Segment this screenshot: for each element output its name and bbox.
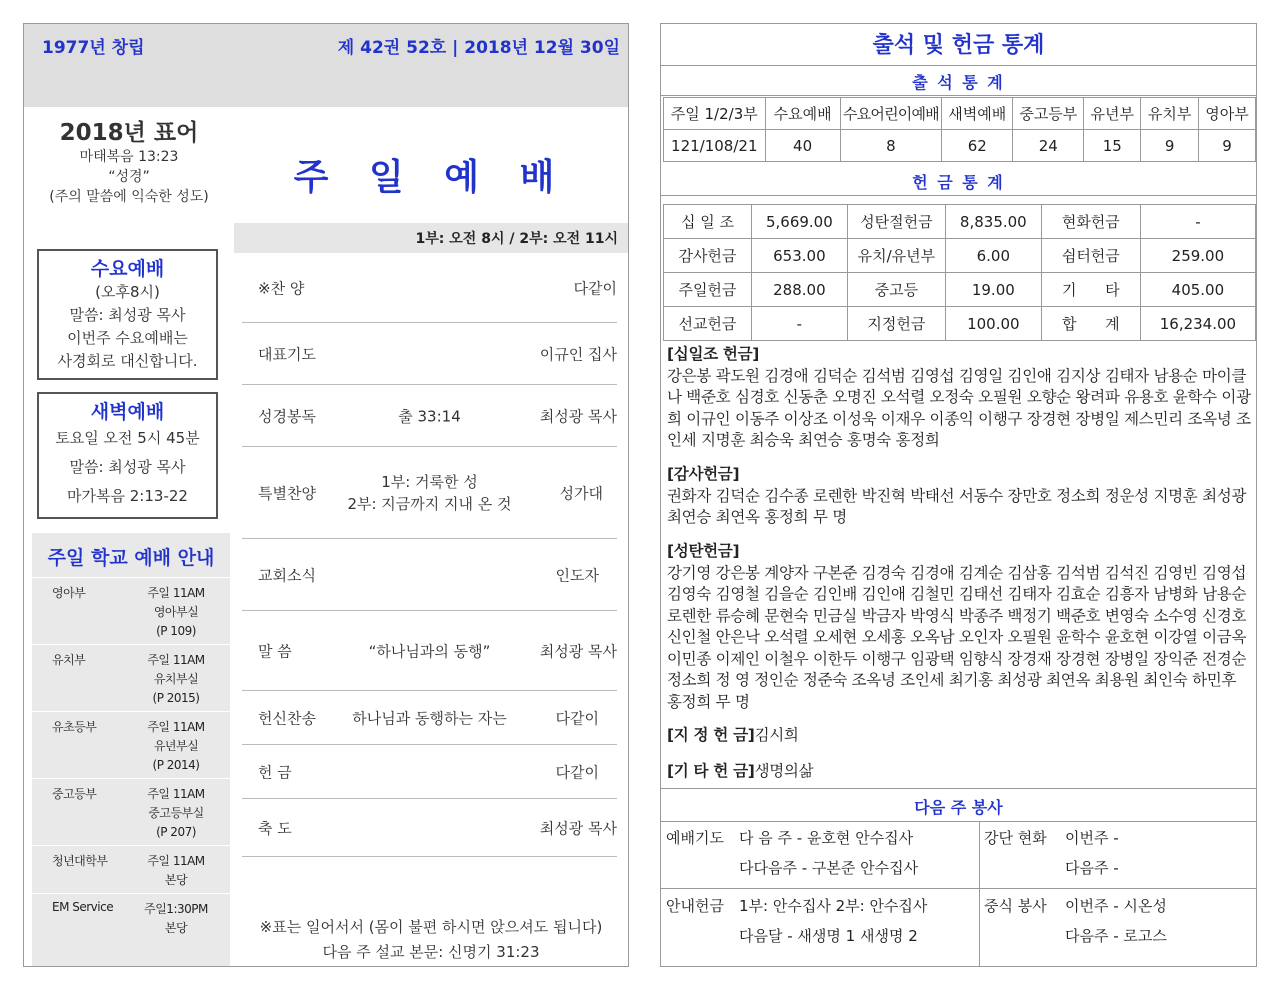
offering-amount: 6.00 — [945, 239, 1041, 273]
offering-label: 감사헌금 — [664, 239, 752, 273]
offering-amount: 5,669.00 — [751, 205, 847, 239]
christmas-label: [성탄헌금] — [667, 542, 740, 560]
attendance-header: 유년부 — [1084, 98, 1141, 130]
school-dept: 영아부 — [52, 586, 86, 600]
sunday-school-guide — [32, 533, 230, 966]
offering-amount: 288.00 — [751, 273, 847, 307]
wednesday-line: 말씀: 최성광 목사 — [69, 306, 186, 324]
order-item: 대표기도 — [258, 345, 316, 363]
attendance-value: 62 — [942, 130, 1013, 162]
attendance-value: 9 — [1141, 130, 1199, 162]
school-room: 본당 — [164, 873, 188, 887]
tithe-names: 강은봉 곽도원 김경애 김덕순 김석범 김영섭 김영일 김인애 김지상 김태자 남용순 마이클나 백준호 심경호 신동춘 오명진 오석렬 오정숙 오필원 오향순 왕려파 유용호 윤학수 이광희 이규인 이동주 이상조 이성욱 이재우 이종익 이행구 장경현 장병일 제스민리 조옥녕 조인세 지명훈 최승욱 최연승 홍명숙 홍정희 — [667, 366, 1251, 449]
attendance-header: 주일 1/2/3부 — [664, 98, 766, 130]
attendance-title: 출 석 통 계 — [661, 66, 1256, 96]
order-leader: 최성광 목사 — [539, 819, 617, 837]
school-time: 주일1:30PM — [144, 902, 208, 916]
wednesday-title: 수요예배 — [90, 258, 165, 280]
guide-line: 1부: 안수집사 2부: 안수집사 — [739, 897, 928, 915]
motto-block — [24, 114, 234, 207]
offering-amount: 653.00 — [751, 239, 847, 273]
school-room: 유치부실 — [153, 672, 199, 686]
school-detail — [122, 645, 230, 711]
service-divider-vertical — [979, 822, 980, 966]
guide-label: 안내헌금 — [666, 897, 724, 915]
other-donors — [667, 761, 1252, 783]
order-item: 축 도 — [258, 819, 292, 837]
thanks-label: [감사헌금] — [667, 465, 740, 483]
issue-label: 제 42권 52호 | 2018년 12월 30일 — [337, 38, 620, 58]
motto-quote: “성경” — [108, 169, 150, 185]
school-room: 유년부실 — [153, 739, 199, 753]
order-leader: 인도자 — [555, 566, 599, 584]
offering-label: 주일헌금 — [664, 273, 752, 307]
attendance-header: 영아부 — [1199, 98, 1256, 130]
dawn-line: 토요일 오전 5시 45분 — [55, 429, 200, 447]
school-title: 주일 학교 예배 안내 — [47, 547, 215, 569]
school-time: 주일 11AM — [147, 586, 205, 600]
offering-amount: 259.00 — [1140, 239, 1255, 273]
order-detail: “하나님과의 동행” — [368, 642, 491, 660]
order-row — [242, 745, 617, 799]
offering-label: 십 일 조 — [664, 205, 752, 239]
attendance-header: 중고등부 — [1013, 98, 1084, 130]
other-label: [기 타 헌 금] — [667, 762, 755, 780]
offering-amount: - — [751, 307, 847, 341]
order-item: 교회소식 — [258, 566, 316, 584]
offering-amount: 8,835.00 — [945, 205, 1041, 239]
school-detail — [122, 578, 230, 644]
school-room-number: (P 207) — [156, 825, 196, 839]
school-row — [32, 644, 230, 711]
bulletin-header — [24, 24, 628, 107]
order-leader: 성가대 — [559, 484, 603, 502]
offering-label: 현화헌금 — [1041, 205, 1140, 239]
order-item: 헌신찬송 — [258, 709, 316, 727]
flower-line: 이번주 - — [1065, 829, 1119, 847]
school-dept: EM Service — [52, 900, 114, 914]
offering-label: 기 타 — [1041, 273, 1140, 307]
order-item: 헌 금 — [258, 763, 292, 781]
offering-label: 유치/유년부 — [847, 239, 945, 273]
motto-sub: (주의 말씀에 익숙한 성도) — [49, 189, 209, 205]
school-time: 주일 11AM — [147, 653, 205, 667]
attendance-value: 15 — [1084, 130, 1141, 162]
prayer-line: 다다음주 - 구본준 안수집사 — [739, 859, 919, 877]
order-item: 성경봉독 — [258, 407, 316, 425]
attendance-table — [663, 97, 1256, 162]
christmas-donors — [667, 541, 1252, 713]
designated-names: 김시희 — [754, 726, 799, 744]
attendance-header-row — [664, 98, 1256, 130]
wednesday-line: 이번주 수요예배는 — [67, 329, 188, 347]
order-row — [242, 691, 617, 745]
offering-table — [663, 204, 1256, 341]
next-sermon-text: 다음 주 설교 본문: 신명기 31:23 — [322, 943, 540, 961]
school-row — [32, 893, 230, 941]
attendance-value: 24 — [1013, 130, 1084, 162]
wednesday-service-box — [37, 249, 218, 380]
offering-label: 합 계 — [1041, 307, 1140, 341]
offering-label: 선교헌금 — [664, 307, 752, 341]
tithe-label: [십일조 헌금] — [667, 345, 760, 363]
attendance-value: 121/108/21 — [664, 130, 766, 162]
meal-line: 이번주 - 시온성 — [1065, 897, 1167, 915]
offering-amount: - — [1140, 205, 1255, 239]
order-row — [242, 539, 617, 611]
offering-label: 성탄절헌금 — [847, 205, 945, 239]
wednesday-line: 사경회로 대신합니다. — [57, 352, 198, 370]
designated-donors — [667, 725, 1252, 747]
school-detail — [122, 894, 230, 941]
christmas-names: 강기영 강은봉 계양자 구본준 김경숙 김경애 김계순 김삼홍 김석범 김석진 김영빈 김영섭 김영숙 김영철 김을순 김인배 김인애 김철민 김태선 김태자 김효순 김흥자 남병화 남용순 로렌한 류승혜 문현숙 민금실 박금자 박영식 박종주 백정기 백준호 변영숙 소수영 신경호 신인철 안은낙 오석렬 오세현 오세홍 오옥남 오인자 오필원 윤학수 윤호현 이강열 이금옥 이민종 이제인 이철우 이한두 이행구 임광택 임향식 장경재 장경현 장병일 장익준 전경순 정소희 정 영 정인순 정준숙 조옥녕 조인세 최기홍 최성광 최연옥 최용원 최인숙 하민후 홍정희 무 명 — [667, 563, 1247, 711]
order-row — [242, 253, 617, 323]
offering-row — [664, 307, 1256, 341]
school-row — [32, 778, 230, 845]
motto-verse: 마태복음 13:23 — [79, 149, 179, 165]
school-row — [32, 711, 230, 778]
standing-note: ※표는 일어서서 (몸이 불편 하시면 앉으셔도 됩니다) — [259, 918, 603, 936]
offering-amount: 405.00 — [1140, 273, 1255, 307]
offering-amount: 100.00 — [945, 307, 1041, 341]
school-time: 주일 11AM — [147, 787, 205, 801]
wednesday-line: (오후8시) — [95, 283, 160, 301]
designated-label: [지 정 헌 금] — [667, 726, 755, 744]
service-times: 1부: 오전 8시 / 2부: 오전 11시 — [234, 223, 628, 253]
attendance-header: 수요예배 — [765, 98, 840, 130]
order-detail: 출 33:14 — [398, 407, 461, 425]
school-dept: 청년대학부 — [52, 854, 108, 868]
order-leader: 최성광 목사 — [539, 407, 617, 425]
next-service-title: 다음 주 봉사 — [661, 788, 1256, 822]
stats-title: 출석 및 헌금 통계 — [661, 24, 1256, 66]
order-row — [242, 447, 617, 539]
attendance-header: 새벽예배 — [942, 98, 1013, 130]
school-time: 주일 11AM — [147, 720, 205, 734]
tithe-donors — [667, 344, 1252, 452]
founded-label: 1977년 창립 — [42, 38, 145, 58]
school-detail — [122, 712, 230, 778]
offering-row — [664, 205, 1256, 239]
order-row — [242, 385, 617, 447]
thanks-donors — [667, 464, 1252, 529]
offering-row — [664, 239, 1256, 273]
attendance-value: 9 — [1199, 130, 1256, 162]
order-row — [242, 323, 617, 385]
meal-label: 중식 봉사 — [984, 897, 1047, 915]
sidebar — [24, 107, 234, 966]
dawn-line: 마가복음 2:13-22 — [67, 487, 188, 505]
order-item: ※찬 양 — [258, 279, 305, 297]
order-detail: 1부: 거룩한 성 2부: 지금까지 지내 온 것 — [347, 472, 512, 513]
order-row — [242, 611, 617, 691]
school-room: 영아부실 — [153, 605, 199, 619]
school-row — [32, 845, 230, 893]
school-detail — [122, 846, 230, 893]
motto-title: 2018년 표어 — [59, 120, 199, 146]
flower-label: 강단 현화 — [984, 829, 1047, 847]
offering-label: 지정헌금 — [847, 307, 945, 341]
order-leader: 최성광 목사 — [539, 642, 617, 660]
service-divider-horizontal — [661, 888, 1256, 889]
school-dept: 중고등부 — [52, 787, 97, 801]
offering-label: 중고등 — [847, 273, 945, 307]
offering-amount: 16,234.00 — [1140, 307, 1255, 341]
school-room-number: (P 2014) — [152, 758, 200, 772]
school-time: 주일 11AM — [147, 854, 205, 868]
sunday-service-panel — [234, 107, 628, 966]
service-note — [234, 915, 628, 965]
attendance-header: 유치부 — [1141, 98, 1199, 130]
order-leader: 다같이 — [555, 709, 599, 727]
school-row — [32, 577, 230, 644]
order-row — [242, 799, 617, 857]
school-room-number: (P 2015) — [152, 691, 200, 705]
school-room: 중고등부실 — [148, 806, 204, 820]
attendance-value: 8 — [840, 130, 942, 162]
order-item: 특별찬양 — [258, 484, 316, 502]
school-room: 본당 — [164, 921, 188, 935]
thanks-names: 권화자 김덕순 김수종 로렌한 박진혁 박태선 서동수 장만호 정소희 정운성 지명훈 최성광 최연승 최연옥 홍정희 무 명 — [667, 486, 1247, 526]
order-leader: 이규인 집사 — [539, 345, 617, 363]
attendance-header: 수요어린이예배 — [840, 98, 942, 130]
offering-label: 쉼터헌금 — [1041, 239, 1140, 273]
prayer-label: 예배기도 — [666, 829, 724, 847]
offering-amount: 19.00 — [945, 273, 1041, 307]
bulletin-right-page — [660, 23, 1257, 967]
meal-line: 다음주 - 로고스 — [1065, 927, 1167, 945]
offering-row — [664, 273, 1256, 307]
prayer-line: 다 음 주 - 윤호현 안수집사 — [739, 829, 914, 847]
order-leader: 다같이 — [573, 279, 617, 297]
service-title: 주 일 예 배 — [293, 157, 569, 198]
school-dept: 유치부 — [52, 653, 86, 667]
attendance-value: 40 — [765, 130, 840, 162]
attendance-value-row — [664, 130, 1256, 162]
dawn-title: 새벽예배 — [90, 401, 165, 423]
bulletin-left-page — [23, 23, 629, 967]
order-leader: 다같이 — [555, 763, 599, 781]
school-detail — [122, 779, 230, 845]
school-dept: 유초등부 — [52, 720, 97, 734]
school-room-number: (P 109) — [156, 624, 196, 638]
other-names: 생명의삶 — [754, 762, 814, 780]
flower-line: 다음주 - — [1065, 859, 1119, 877]
guide-line: 다음달 - 새생명 1 새생명 2 — [739, 927, 918, 945]
dawn-service-box — [37, 392, 218, 519]
order-item: 말 씀 — [258, 642, 292, 660]
order-detail: 하나님과 동행하는 자는 — [352, 709, 507, 727]
dawn-line: 말씀: 최성광 목사 — [69, 458, 186, 476]
offering-title: 헌 금 통 계 — [661, 166, 1256, 196]
